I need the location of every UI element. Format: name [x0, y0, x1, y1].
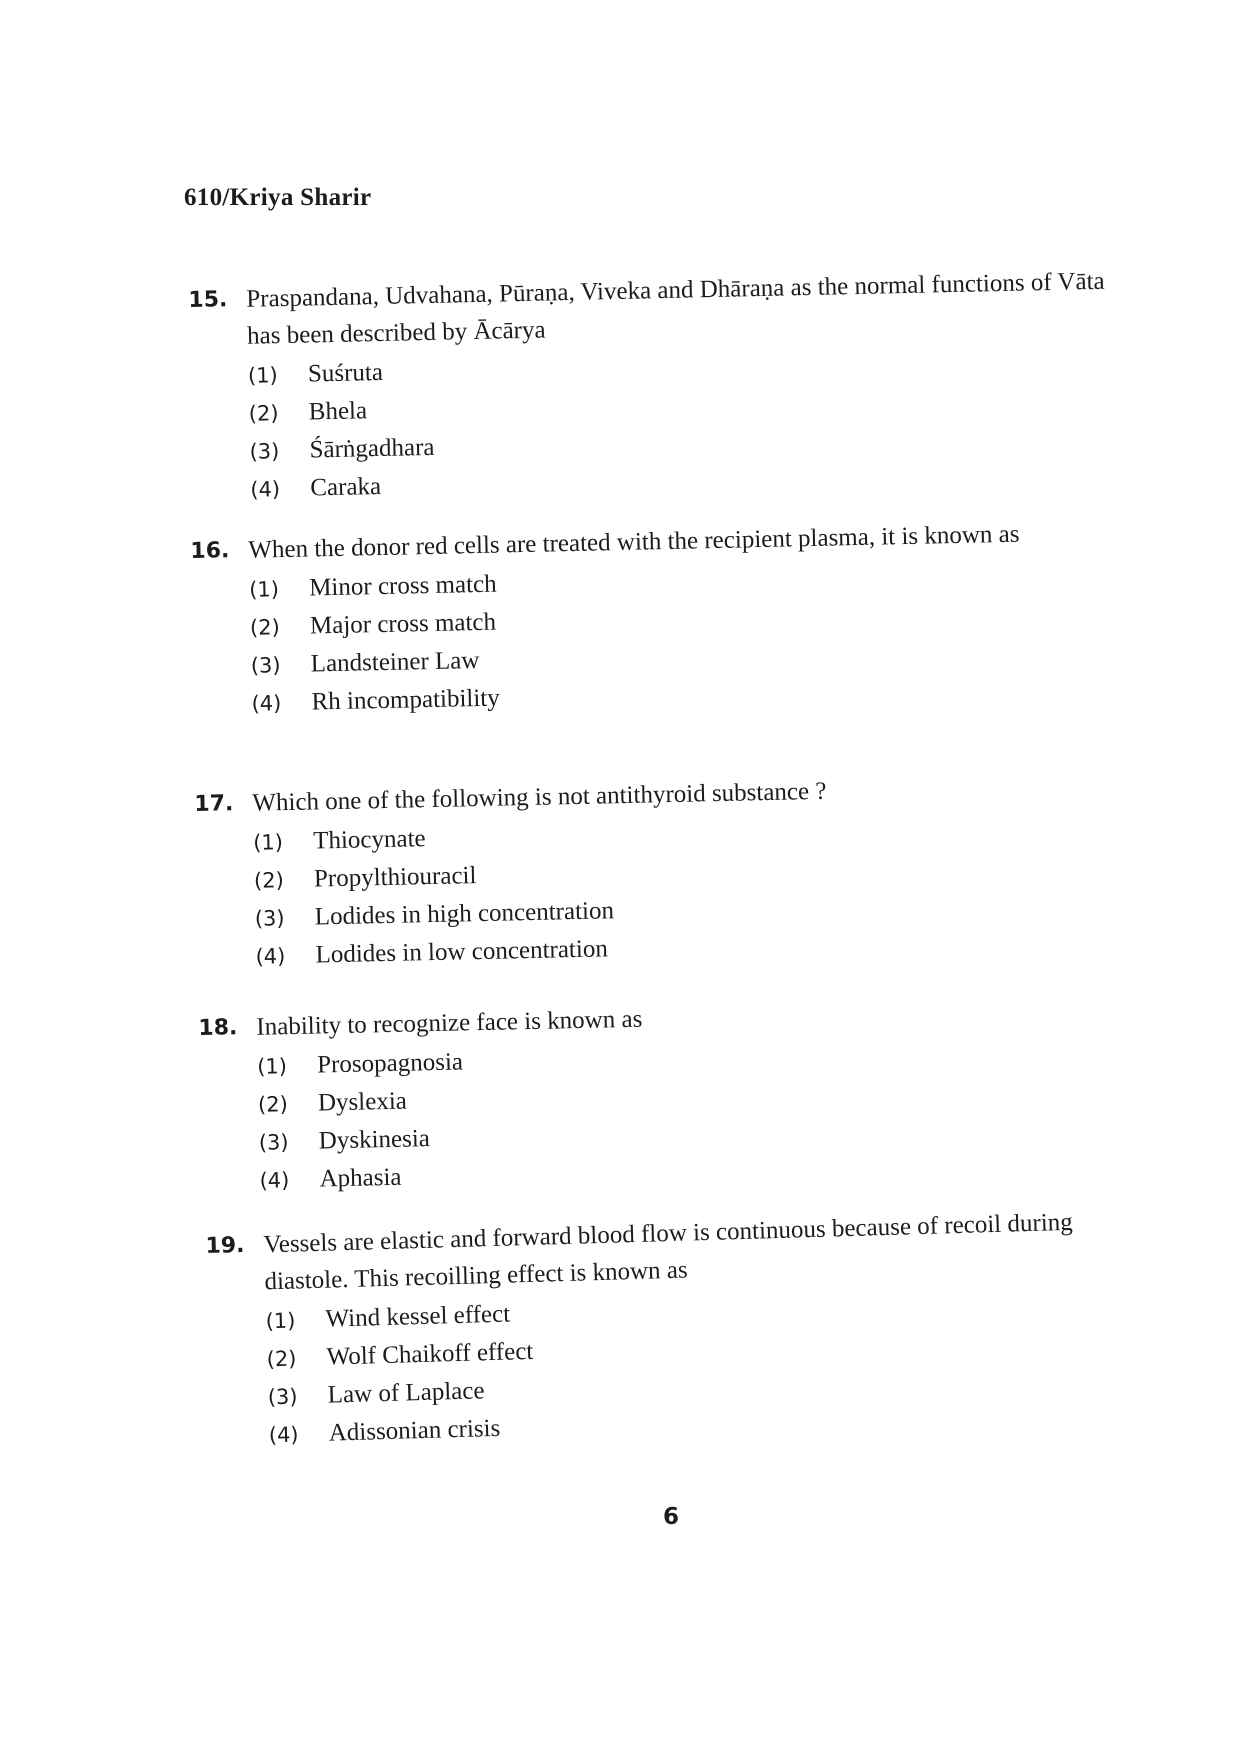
question-number: 18.: [198, 1015, 238, 1041]
paper-title: 610/Kriya Sharir: [184, 184, 372, 211]
option-number: (2): [249, 615, 280, 640]
option-text: Lodides in low concentration: [315, 935, 609, 969]
question-number: 17.: [194, 791, 234, 817]
question-18: [198, 990, 1152, 1201]
question-16: [190, 513, 1144, 724]
option-number: (3): [267, 1384, 298, 1410]
option-number: (4): [268, 1422, 299, 1448]
option-list: [249, 552, 1144, 723]
option-text: Wolf Chaikoff effect: [326, 1337, 534, 1371]
option-number: (1): [256, 1054, 288, 1079]
option-number: (2): [257, 1092, 288, 1117]
option-text: Śārṅgadhara: [309, 433, 435, 464]
option-text: Dyslexia: [317, 1087, 408, 1117]
option-text: Minor cross match: [308, 570, 497, 602]
option-list: [253, 805, 1148, 976]
page-number: 6: [663, 1504, 680, 1530]
option-number: (3): [249, 439, 280, 464]
option-text: Rh incompatibility: [311, 684, 500, 716]
option-number: (2): [248, 401, 279, 426]
option-text: Propylthiouracil: [313, 862, 477, 893]
option-number: (4): [251, 691, 282, 716]
question-number: 15.: [188, 287, 228, 313]
option-list: [265, 1277, 1161, 1454]
option-list: [257, 1029, 1152, 1200]
question-number: 19.: [205, 1232, 245, 1259]
question-text: Vessels are elastic and forward blood flow is continuous because of recoil during diastole. This recoilling effect is known as: [263, 1208, 1074, 1296]
option-number: (1): [265, 1308, 296, 1334]
question-15: [188, 262, 1143, 510]
question-text: When the donor red cells are treated with the recipient plasma, it is known as: [248, 520, 1020, 564]
question-text: Inability to recognize face is known as: [256, 1005, 643, 1041]
option-number: (4): [255, 944, 286, 969]
option-text: Prosopagnosia: [316, 1048, 464, 1079]
option-text: Bhela: [308, 397, 368, 426]
option-text: Suśruta: [307, 358, 384, 388]
option-number: (3): [258, 1130, 289, 1155]
question-number: 16.: [190, 538, 230, 564]
option-number: (4): [259, 1168, 290, 1193]
option-text: Wind kessel effect: [325, 1300, 511, 1333]
option-list: [248, 338, 1143, 509]
question-text: Praspandana, Udvahana, Pūraṇa, Viveka and Dhāraṇa as the normal functions of Vāta has been described by Ācārya: [246, 267, 1105, 350]
option-number: (3): [250, 653, 281, 678]
option-text: Lodides in high concentration: [314, 897, 615, 931]
option-number: (4): [250, 477, 281, 502]
option-text: Adissonian crisis: [328, 1414, 501, 1447]
question-19: [205, 1201, 1161, 1455]
option-text: Aphasia: [319, 1163, 402, 1193]
question-text: Which one of the following is not antithyroid substance ?: [252, 777, 827, 817]
option-text: Dyskinesia: [318, 1125, 431, 1155]
option-text: Caraka: [310, 473, 382, 502]
option-number: (1): [252, 830, 284, 855]
option-text: Landsteiner Law: [310, 646, 480, 678]
option-number: (1): [248, 577, 280, 602]
option-number: (2): [253, 868, 284, 893]
option-number: (1): [247, 363, 278, 388]
option-number: (2): [266, 1346, 297, 1372]
option-text: Thiocynate: [312, 825, 426, 855]
option-number: (3): [254, 906, 285, 931]
question-17: [194, 766, 1148, 977]
option-text: Law of Laplace: [327, 1377, 485, 1409]
option-text: Major cross match: [309, 608, 497, 640]
